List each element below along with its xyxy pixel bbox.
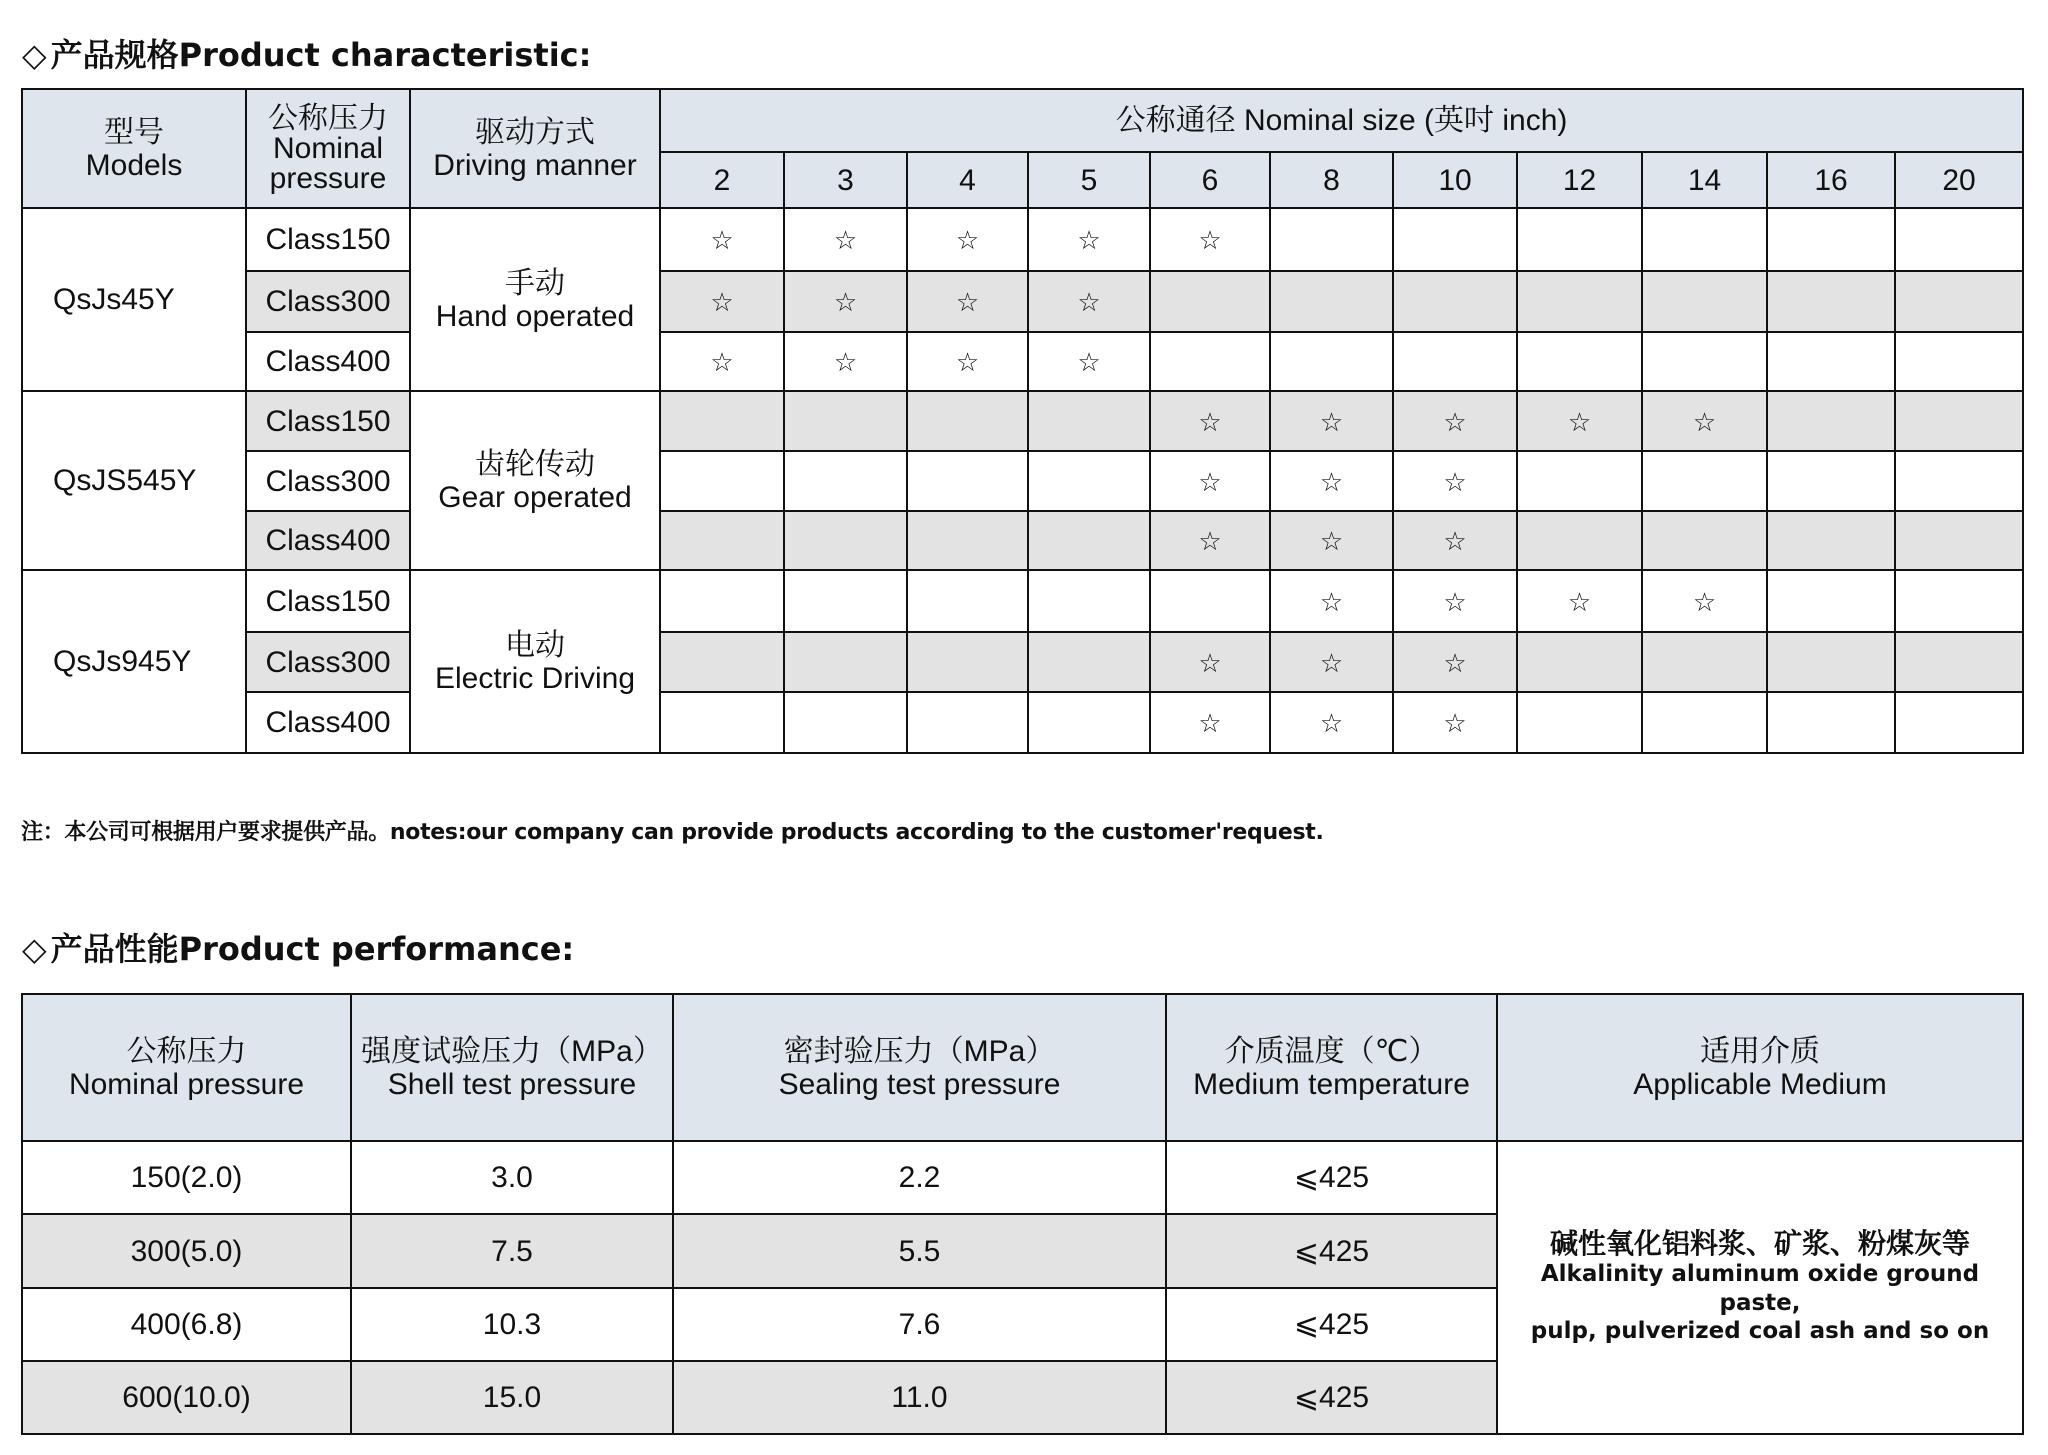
availability-cell bbox=[1895, 511, 2023, 570]
performance-body bbox=[22, 1141, 2023, 1434]
driving-manner-cell bbox=[410, 208, 660, 391]
availability-cell bbox=[1767, 692, 1895, 753]
star-icon: ☆ bbox=[1077, 348, 1101, 378]
availability-cell bbox=[1028, 451, 1150, 511]
performance-header-cn: 密封验压力（MPa） bbox=[783, 1034, 1056, 1068]
availability-cell bbox=[660, 391, 784, 451]
availability-cell bbox=[1517, 208, 1642, 271]
availability-cell bbox=[1767, 511, 1895, 570]
header-nominal-size: 公称通径 Nominal size (英吋 inch) bbox=[660, 89, 2023, 152]
performance-shell-cell: 7.5 bbox=[351, 1214, 673, 1288]
availability-cell bbox=[1393, 632, 1517, 692]
header-drive-en: Driving manner bbox=[433, 148, 637, 182]
availability-cell bbox=[1393, 332, 1517, 391]
model-cell: QsJs945Y bbox=[22, 570, 246, 753]
availability-cell bbox=[1393, 208, 1517, 271]
availability-cell bbox=[1517, 632, 1642, 692]
performance-temp-cell: ⩽425 bbox=[1166, 1141, 1497, 1214]
availability-cell bbox=[1028, 511, 1150, 570]
availability-cell bbox=[1642, 632, 1767, 692]
availability-cell bbox=[784, 391, 907, 451]
spec-row bbox=[22, 391, 2023, 451]
performance-sealing-cell: 2.2 bbox=[673, 1141, 1166, 1214]
star-icon: ☆ bbox=[1319, 407, 1344, 438]
section-title-characteristic-text: 产品规格Product characteristic: bbox=[50, 36, 592, 74]
availability-cell bbox=[1895, 632, 2023, 692]
driving-manner-cn: 电动 bbox=[505, 628, 565, 662]
performance-header-en: Nominal pressure bbox=[68, 1067, 305, 1101]
product-performance-table bbox=[21, 993, 2024, 1435]
availability-cell bbox=[660, 208, 784, 271]
performance-header-cell bbox=[1166, 994, 1497, 1141]
spec-row bbox=[22, 511, 2023, 570]
performance-row bbox=[22, 1141, 2023, 1214]
star-icon: ☆ bbox=[955, 226, 980, 256]
characteristic-body bbox=[22, 208, 2023, 753]
star-icon: ☆ bbox=[1692, 407, 1717, 438]
star-icon: ☆ bbox=[710, 348, 734, 378]
model-cell: QsJS545Y bbox=[22, 391, 246, 570]
availability-cell bbox=[1393, 511, 1517, 570]
availability-cell bbox=[1150, 332, 1270, 391]
availability-cell bbox=[1270, 570, 1393, 632]
availability-cell bbox=[1642, 511, 1767, 570]
performance-header-en: Shell test pressure bbox=[387, 1067, 637, 1101]
performance-header-cell bbox=[1497, 994, 2023, 1141]
availability-cell bbox=[1150, 632, 1270, 692]
performance-header-cn: 介质温度（℃） bbox=[1224, 1034, 1439, 1068]
availability-cell bbox=[1517, 451, 1642, 511]
header-driving-manner bbox=[410, 89, 660, 208]
pressure-class-cell: Class300 bbox=[246, 451, 410, 511]
availability-cell bbox=[1150, 570, 1270, 632]
driving-manner-cn: 手动 bbox=[505, 266, 565, 300]
driving-manner-en: Electric Driving bbox=[434, 661, 636, 695]
availability-cell bbox=[1028, 271, 1150, 332]
availability-cell bbox=[1642, 391, 1767, 451]
performance-header-en: Applicable Medium bbox=[1633, 1067, 1887, 1101]
size-header-12: 12 bbox=[1517, 152, 1642, 208]
availability-cell bbox=[660, 570, 784, 632]
size-header-14: 14 bbox=[1642, 152, 1767, 208]
performance-shell-cell: 15.0 bbox=[351, 1361, 673, 1434]
driving-manner-cell bbox=[410, 570, 660, 753]
pressure-class-cell: Class400 bbox=[246, 332, 410, 391]
star-icon: ☆ bbox=[1443, 407, 1467, 438]
section-title-performance bbox=[22, 924, 574, 970]
performance-header-cell bbox=[351, 994, 673, 1141]
header-models-en: Models bbox=[85, 148, 183, 182]
performance-sealing-cell: 11.0 bbox=[673, 1361, 1166, 1434]
availability-cell bbox=[1028, 391, 1150, 451]
availability-cell bbox=[784, 570, 907, 632]
availability-cell bbox=[1895, 271, 2023, 332]
performance-header-cn: 公称压力 bbox=[126, 1034, 247, 1068]
availability-cell bbox=[1393, 570, 1517, 632]
star-icon: ☆ bbox=[1443, 467, 1467, 498]
availability-cell bbox=[1270, 692, 1393, 753]
star-icon: ☆ bbox=[1198, 527, 1222, 557]
availability-cell bbox=[907, 511, 1028, 570]
star-icon: ☆ bbox=[1319, 709, 1344, 739]
availability-cell bbox=[907, 332, 1028, 391]
availability-cell bbox=[784, 208, 907, 271]
availability-cell bbox=[1150, 391, 1270, 451]
driving-manner-cn: 齿轮传动 bbox=[475, 447, 595, 481]
availability-cell bbox=[1642, 570, 1767, 632]
star-icon: ☆ bbox=[1198, 648, 1222, 679]
availability-cell bbox=[660, 332, 784, 391]
availability-cell bbox=[1270, 208, 1393, 271]
spec-row bbox=[22, 271, 2023, 332]
pressure-class-cell: Class400 bbox=[246, 692, 410, 753]
star-icon: ☆ bbox=[1443, 648, 1467, 679]
availability-cell bbox=[1270, 332, 1393, 391]
header-models-cn: 型号 bbox=[104, 115, 164, 149]
spec-row bbox=[22, 332, 2023, 391]
star-icon: ☆ bbox=[1443, 587, 1467, 618]
star-icon: ☆ bbox=[1077, 226, 1101, 256]
star-icon: ☆ bbox=[1567, 407, 1592, 438]
availability-cell bbox=[1150, 692, 1270, 753]
star-icon: ☆ bbox=[1319, 527, 1344, 557]
performance-nominal-cell: 150(2.0) bbox=[22, 1141, 351, 1214]
applicable-medium-en-line2: pulp, pulverized coal ash and so on bbox=[1530, 1318, 1990, 1345]
availability-cell bbox=[1895, 451, 2023, 511]
availability-cell bbox=[1767, 332, 1895, 391]
pressure-class-cell: Class150 bbox=[246, 208, 410, 271]
availability-cell bbox=[1393, 451, 1517, 511]
performance-nominal-cell: 600(10.0) bbox=[22, 1361, 351, 1434]
availability-cell bbox=[1767, 271, 1895, 332]
driving-manner-en: Hand operated bbox=[435, 299, 635, 333]
availability-cell bbox=[1028, 208, 1150, 271]
section-title-performance-text: 产品性能Product performance: bbox=[50, 930, 575, 968]
star-icon: ☆ bbox=[1692, 587, 1717, 618]
performance-header-en: Sealing test pressure bbox=[778, 1067, 1061, 1101]
availability-cell bbox=[907, 570, 1028, 632]
availability-cell bbox=[907, 391, 1028, 451]
star-icon: ☆ bbox=[1198, 226, 1222, 256]
star-icon: ☆ bbox=[955, 288, 980, 318]
star-icon: ☆ bbox=[710, 288, 734, 318]
availability-cell bbox=[1393, 271, 1517, 332]
note-text: 注：本公司可根据用户要求提供产品。notes:our company can provide products according to the customer'request. bbox=[21, 820, 1324, 845]
availability-cell bbox=[784, 692, 907, 753]
size-header-4: 4 bbox=[907, 152, 1028, 208]
availability-cell bbox=[1270, 451, 1393, 511]
performance-shell-cell: 3.0 bbox=[351, 1141, 673, 1214]
applicable-medium-en-line1: Alkalinity aluminum oxide ground paste, bbox=[1540, 1260, 1980, 1316]
availability-cell bbox=[907, 632, 1028, 692]
performance-header-cell bbox=[673, 994, 1166, 1141]
performance-nominal-cell: 300(5.0) bbox=[22, 1214, 351, 1288]
availability-cell bbox=[1642, 692, 1767, 753]
star-icon: ☆ bbox=[1077, 288, 1101, 318]
size-header-16: 16 bbox=[1767, 152, 1895, 208]
performance-nominal-cell: 400(6.8) bbox=[22, 1288, 351, 1361]
availability-cell bbox=[1767, 391, 1895, 451]
star-icon: ☆ bbox=[1567, 587, 1592, 618]
availability-cell bbox=[1767, 208, 1895, 271]
availability-cell bbox=[1028, 632, 1150, 692]
star-icon: ☆ bbox=[833, 348, 858, 378]
availability-cell bbox=[907, 692, 1028, 753]
header-pressure-en2: pressure bbox=[269, 161, 387, 195]
performance-header-cn: 强度试验压力（MPa） bbox=[361, 1034, 663, 1068]
availability-cell bbox=[660, 632, 784, 692]
performance-header-en: Medium temperature bbox=[1193, 1067, 1470, 1101]
availability-cell bbox=[1895, 332, 2023, 391]
size-header-2: 2 bbox=[660, 152, 784, 208]
star-icon: ☆ bbox=[1198, 407, 1222, 438]
diamond-outline-icon: ◇ bbox=[22, 930, 47, 968]
performance-temp-cell: ⩽425 bbox=[1166, 1361, 1497, 1434]
availability-cell bbox=[1270, 271, 1393, 332]
applicable-medium-cn: 碱性氧化铝料浆、矿浆、粉煤灰等 bbox=[1549, 1226, 1970, 1260]
star-icon: ☆ bbox=[1198, 467, 1222, 498]
availability-cell bbox=[1767, 632, 1895, 692]
header-pressure-en1: Nominal bbox=[272, 131, 384, 165]
availability-cell bbox=[907, 271, 1028, 332]
performance-sealing-cell: 7.6 bbox=[673, 1288, 1166, 1361]
availability-cell bbox=[1895, 391, 2023, 451]
performance-header-cn: 适用介质 bbox=[1700, 1034, 1820, 1068]
star-icon: ☆ bbox=[1198, 709, 1222, 739]
availability-cell bbox=[1270, 632, 1393, 692]
availability-cell bbox=[1028, 332, 1150, 391]
driving-manner-en: Gear operated bbox=[438, 480, 632, 514]
star-icon: ☆ bbox=[710, 226, 734, 256]
availability-cell bbox=[660, 692, 784, 753]
star-icon: ☆ bbox=[833, 226, 858, 256]
availability-cell bbox=[1642, 271, 1767, 332]
availability-cell bbox=[1642, 332, 1767, 391]
availability-cell bbox=[1517, 692, 1642, 753]
star-icon: ☆ bbox=[833, 288, 858, 318]
availability-cell bbox=[784, 511, 907, 570]
availability-cell bbox=[1517, 332, 1642, 391]
availability-cell bbox=[1393, 692, 1517, 753]
availability-cell bbox=[1270, 511, 1393, 570]
availability-cell bbox=[1895, 208, 2023, 271]
availability-cell bbox=[1028, 692, 1150, 753]
driving-manner-cell bbox=[410, 391, 660, 570]
availability-cell bbox=[1642, 208, 1767, 271]
pressure-class-cell: Class400 bbox=[246, 511, 410, 570]
availability-cell bbox=[1767, 570, 1895, 632]
performance-header-row bbox=[22, 994, 2023, 1141]
performance-sealing-cell: 5.5 bbox=[673, 1214, 1166, 1288]
availability-cell bbox=[784, 632, 907, 692]
performance-temp-cell: ⩽425 bbox=[1166, 1214, 1497, 1288]
availability-cell bbox=[1517, 271, 1642, 332]
availability-cell bbox=[784, 332, 907, 391]
star-icon: ☆ bbox=[1319, 467, 1344, 498]
availability-cell bbox=[660, 271, 784, 332]
availability-cell bbox=[907, 451, 1028, 511]
size-header-3: 3 bbox=[784, 152, 907, 208]
availability-cell bbox=[660, 451, 784, 511]
performance-shell-cell: 10.3 bbox=[351, 1288, 673, 1361]
availability-cell bbox=[1642, 451, 1767, 511]
applicable-medium-cell bbox=[1497, 1141, 2023, 1434]
diamond-outline-icon: ◇ bbox=[22, 36, 47, 74]
star-icon: ☆ bbox=[1443, 709, 1467, 739]
header-drive-cn: 驱动方式 bbox=[475, 115, 595, 149]
spec-row bbox=[22, 570, 2023, 632]
size-header-20: 20 bbox=[1895, 152, 2023, 208]
star-icon: ☆ bbox=[955, 348, 980, 378]
availability-cell bbox=[1517, 570, 1642, 632]
availability-cell bbox=[1150, 208, 1270, 271]
star-icon: ☆ bbox=[1443, 527, 1467, 557]
availability-cell bbox=[907, 208, 1028, 271]
spec-row bbox=[22, 208, 2023, 271]
star-icon: ☆ bbox=[1319, 648, 1344, 679]
availability-cell bbox=[1767, 451, 1895, 511]
size-header-10: 10 bbox=[1393, 152, 1517, 208]
pressure-class-cell: Class300 bbox=[246, 271, 410, 332]
header-models bbox=[22, 89, 246, 208]
availability-cell bbox=[1393, 391, 1517, 451]
pressure-class-cell: Class150 bbox=[246, 391, 410, 451]
size-header-5: 5 bbox=[1028, 152, 1150, 208]
availability-cell bbox=[1517, 391, 1642, 451]
availability-cell bbox=[660, 511, 784, 570]
header-nominal-pressure bbox=[246, 89, 410, 208]
size-header-8: 8 bbox=[1270, 152, 1393, 208]
availability-cell bbox=[1150, 271, 1270, 332]
performance-temp-cell: ⩽425 bbox=[1166, 1288, 1497, 1361]
header-pressure-cn: 公称压力 bbox=[268, 101, 388, 135]
availability-cell bbox=[784, 271, 907, 332]
availability-cell bbox=[1150, 451, 1270, 511]
availability-cell bbox=[1270, 391, 1393, 451]
availability-cell bbox=[1028, 570, 1150, 632]
availability-cell bbox=[1150, 511, 1270, 570]
availability-cell bbox=[1895, 692, 2023, 753]
size-header-6: 6 bbox=[1150, 152, 1270, 208]
spec-row bbox=[22, 451, 2023, 511]
availability-cell bbox=[1895, 570, 2023, 632]
star-icon: ☆ bbox=[1319, 587, 1344, 618]
spec-row bbox=[22, 632, 2023, 692]
section-title-characteristic bbox=[22, 30, 591, 76]
availability-cell bbox=[1517, 511, 1642, 570]
spec-row bbox=[22, 692, 2023, 753]
pressure-class-cell: Class300 bbox=[246, 632, 410, 692]
pressure-class-cell: Class150 bbox=[246, 570, 410, 632]
availability-cell bbox=[784, 451, 907, 511]
model-cell: QsJs45Y bbox=[22, 208, 246, 391]
performance-header-cell bbox=[22, 994, 351, 1141]
product-characteristic-table bbox=[21, 88, 2024, 754]
